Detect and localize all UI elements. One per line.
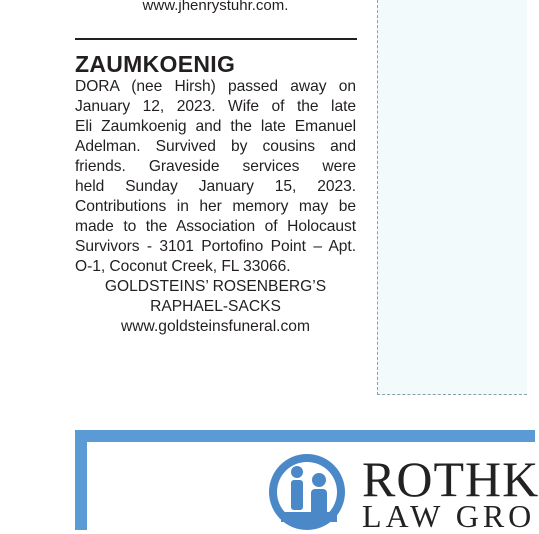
obituary-line: January 12, 2023. Wife of the late (75, 98, 356, 115)
obituary-line: Contributions in her memory may be (75, 198, 356, 215)
obituary-line: Adelman. Survived by cousins and (75, 138, 356, 155)
previous-notice-website[interactable]: www.jhenrystuhr.com. (142, 0, 289, 14)
obituary-line: friends. Graveside services were (75, 158, 356, 175)
funeral-home-signature (75, 277, 356, 337)
funeral-home-website[interactable]: www.goldsteinsfuneral.com (121, 318, 310, 335)
obituary-name: ZAUMKOENIG (75, 51, 236, 77)
obituary-line: DORA (nee Hirsh) passed away on (75, 78, 356, 95)
funeral-home-name: GOLDSTEINS’ ROSENBERG’S (104, 278, 327, 295)
section-divider (75, 38, 357, 40)
obituary-line: held Sunday January 15, 2023. (75, 178, 356, 195)
law-firm-subtitle: LAW GRO (362, 498, 536, 534)
obituary-line: Survivors - 3101 Portofino Point – Apt. (75, 238, 356, 255)
obituary-line: O-1, Coconut Creek, FL 33066. (75, 258, 291, 275)
law-group-advertisement[interactable] (75, 430, 539, 534)
people-circle-logo-icon (267, 450, 347, 530)
law-ad-inner (87, 442, 539, 534)
ad-placeholder-box (377, 0, 527, 395)
obituary-line: made to the Association of Holocaust (75, 218, 356, 235)
funeral-home-name-cont: RAPHAEL-SACKS (150, 298, 281, 315)
obituary-body (75, 77, 356, 277)
obituary-line: Eli Zaumkoenig and the late Emanuel (75, 118, 356, 135)
law-firm-name: ROTHK (362, 451, 539, 507)
